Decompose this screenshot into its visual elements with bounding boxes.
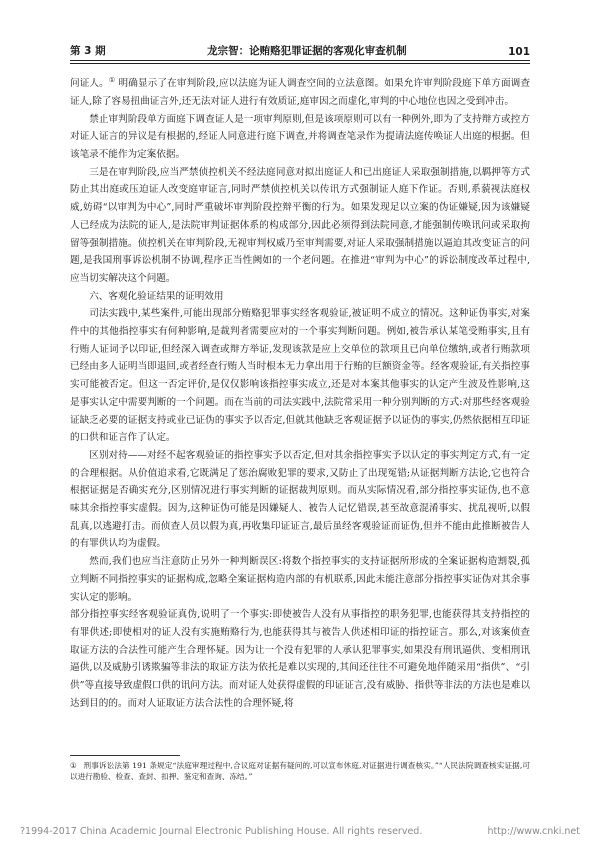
footnote-text: 刑事诉讼法第 191 条规定“法庭审理过程中,合议庭对证据有疑问的,可以宣布休庭,对证据进行调查核实。”“人民法院调查核实证据,可以进行勘验、检查、查封、扣押、鉴定和查询、冻结。”: [70, 761, 530, 781]
publisher-url: http://www.cnki.net: [487, 826, 580, 837]
running-header: [70, 40, 530, 58]
paragraph-text: 司法实践中,某些案件,可能出现部分贿赂犯罪事实经客观验证,被证明不成立的情况。这种证伪事实,对案件中的其他指控事实有何种影响,是裁判者需要应对的一个事实判断问题。例如,被告承认某笔受贿事实,且有行贿人证词予以印证,但经深入调查或辩方举证,发现该款是应上交单位的款项且已向单位缴纳,或者行贿款项已经由多人证明当即退回,或者经查行贿人当时根本无力拿出用于行贿的巨额资金等。经客观验证,有关指控事实可能被否定。但这一否定评价,是仅仅影响该指控事实成立,还是对本案其他事实的认定产生波及性影响,这是事实认定中需要判断的一个问题。而在当前的司法实践中,法院常采用一种分别判断的方式:对那些经客观验证缺乏必要的证据支持或业已证伪的事实予以否定,但就其他缺乏客观证据予以证伪的事实,仍然依据相互印证的口供和证言作了认定。: [70, 308, 530, 444]
paragraph: [70, 305, 530, 447]
paragraph: [70, 447, 530, 553]
footnote-reference: ①: [108, 76, 116, 84]
paragraph-text: 然而,我们也应当注意防止另外一种判断误区:将数个指控事实的支持证据所形成的全案证据构造割裂,孤立判断不同指控事实的证据构成,忽略全案证据构造内部的有机联系,因此未能注意部分指控事实证伪对其余事实认定的影响。: [70, 556, 530, 603]
paragraph-text: 三是在审判阶段,应当严禁侦控机关不经法庭同意对拟出庭证人和已出庭证人采取强制措施,以羁押等方式防止其出庭或压迫证人改变庭审证言,同时严禁侦控机关以传讯方式强制证人庭下作证。否则,系藐视法庭权威,妨碍“以审判为中心”,同时严重破坏审判阶段控辩平衡的行为。如果发现足以立案的伪证嫌疑,因为该嫌疑人已经成为法院的证人,是法院审判证据体系的构成部分,因此必须得到法院同意,才能强制传唤讯问或采取拘留等强制措施。侦控机关在审判阶段,无视审判权威乃至审判需要,对证人采取强制措施以逼迫其改变证言的问题,是我国刑事诉讼机制不协调,程序正当性阙如的一个老问题。在推进“审判为中心”的诉讼制度改革过程中,应当切实解决这个问题。: [70, 166, 530, 284]
paragraph-text: 部分指控事实经客观验证真伪,说明了一个事实:即使被告人没有从事指控的职务犯罪,也能获得其支持指控的有罪供述;即使相对的证人没有实施贿赂行为,也能获得其与被告人供述相印证的指控证言。那么,对该案侦查取证方法的合法性可能产生合理怀疑。因为让一个没有犯罪的人承认犯罪事实,如果没有刑讯逼供、变相刑讯逼供,以及威胁引诱欺骗等非法的取证方法为依托是难以实现的,其间还往往不可避免地伴随采用“指供”、“引供”等直接导致虚假口供的讯问方法。而对证人处获得虚假的印证证言,没有威胁、指供等非法的方法也是难以达到目的的。而对人证取证方法合法性的合理怀疑,将: [70, 609, 530, 709]
page-footer: [20, 826, 580, 837]
page-number: 101: [508, 46, 530, 58]
issue-number: 第 3 期: [70, 45, 106, 57]
header-rule: [70, 60, 530, 61]
paragraph-text: 禁止审判阶段单方面庭下调查证人是一项审判原则,但是该项原则可以有一种例外,即为了支持辩方或控方对证人证言的异议是有根据的,经证人同意进行庭下调查,并将调查笔录作为提请法庭传唤证人出庭的根据。但该笔录不能作为定案依据。: [70, 113, 530, 160]
paragraph: [70, 111, 530, 164]
paragraph: [70, 164, 530, 288]
header-rule-thin: [70, 63, 530, 64]
paragraph-text: 六、客观化验证结果的证明效用: [89, 290, 224, 302]
footnote-marker: ①: [70, 761, 77, 770]
footnote: [70, 760, 530, 782]
paragraph: [70, 553, 530, 606]
footnote-rule: [70, 755, 180, 756]
article-body: [70, 72, 530, 713]
paragraph-text: 区别对待——对经不起客观验证的指控事实予以否定,但对其余指控事实予以认定的事实判定方式,有一定的合理根据。从价值追求看,它既满足了惩治腐败犯罪的要求,又防止了出现冤错;从证据判断方法论,它也符合根据证据是否确实充分,区别情况进行事实判断的证据裁判原则。而从实际情况看,部分指控事实证伪,也不意味其余指控事实虚假。因为,这种证伪可能是因嫌疑人、被告人记忆错误,甚至故意混淆事实、扰乱视听,以假乱真,以逃避打击。而侦查人员以假为真,再收集印证证言,最后虽经客观验证而证伪,但并不能由此推断被告人的有罪供认均为虚假。: [70, 449, 530, 550]
paragraph-text-continued: 明确显示了在审判阶段,应以法庭为证人调查空间的立法意图。如果允许审判阶段庭下单方面调查证人,除了容易扭曲证言外,还无法对证人进行有效质证,庭审因之而虚化,审判的中心地位也因之受到冲击。: [70, 78, 531, 107]
paragraph: [70, 72, 530, 111]
paragraph: [70, 606, 530, 712]
paragraph-text: 问证人。: [70, 78, 109, 90]
section-heading: [70, 288, 530, 306]
article-title: 龙宗智：论贿赂犯罪证据的客观化审查机制: [207, 45, 407, 57]
copyright-notice: ?1994-2017 China Academic Journal Electronic Publishing House. All rights reserved.: [20, 826, 423, 837]
